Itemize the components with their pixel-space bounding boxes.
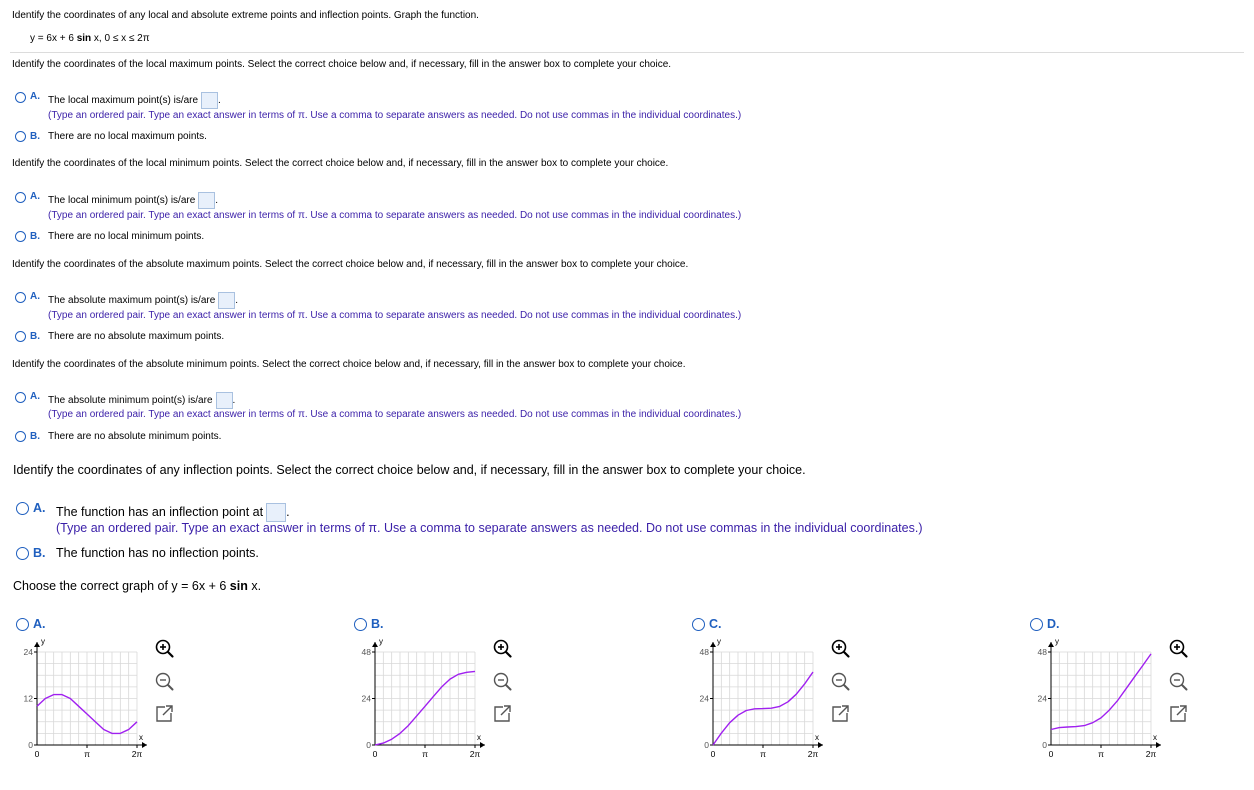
- y-tick-label: 48: [361, 647, 371, 657]
- inflection-option-b-radio[interactable]: [16, 547, 29, 560]
- abs-min-option-a-letter: A.: [30, 391, 40, 402]
- zoom-in-icon[interactable]: [829, 637, 851, 659]
- y-tick-label: 12: [23, 693, 33, 704]
- abs-max-option-b-text: There are no absolute maximum points.: [48, 331, 225, 342]
- y-axis-label: y: [717, 637, 721, 646]
- local-max-option-b-text: There are no local maximum points.: [48, 131, 207, 142]
- zoom-in-icon[interactable]: [1167, 637, 1189, 659]
- graph-option-radio[interactable]: [16, 618, 29, 631]
- chart-grid: [713, 652, 813, 745]
- local-min-prompt: Identify the coordinates of the local minimum points. Select the correct choice below and, if necessary, fill in the answer box to complete your choice.: [12, 158, 669, 169]
- y-tick-label: 0: [28, 740, 33, 750]
- graph-option-letter: C.: [709, 617, 722, 631]
- abs-max-option-a-text: The absolute maximum point(s) is/are: [48, 295, 216, 307]
- zoom-in-icon[interactable]: [153, 637, 175, 659]
- y-axis-arrow: [372, 642, 378, 647]
- y-axis-label: y: [1055, 637, 1059, 646]
- function-expression: [30, 33, 150, 44]
- x-axis-arrow: [142, 742, 147, 748]
- local-min-hint: (Type an ordered pair. Type an exact answer in terms of π. Use a comma to separate answers as needed. Do not use commas in the individual coordinates.): [48, 210, 742, 221]
- header-divider: [10, 52, 1244, 53]
- graph-option-letter: A.: [33, 617, 46, 631]
- x-axis-label: x: [477, 733, 481, 742]
- graph-question-prefix: Choose the correct graph of y = 6x + 6: [13, 579, 230, 593]
- inflection-option-a: The function has an inflection point at .: [56, 503, 290, 522]
- x-axis-arrow: [480, 742, 485, 748]
- local-min-answer-box[interactable]: [198, 192, 215, 209]
- abs-min-option-b-text: There are no absolute minimum points.: [48, 431, 222, 442]
- x-tick-label: 2π: [1145, 749, 1157, 759]
- x-tick-label: 0: [1048, 749, 1054, 759]
- local-max-option-a-text: The local maximum point(s) is/are: [48, 95, 199, 107]
- x-tick-label: 0: [710, 749, 716, 759]
- graph-option-letter: B.: [371, 617, 384, 631]
- function-prefix: y = 6x + 6: [30, 33, 77, 44]
- instruction-text: Identify the coordinates of any local and absolute extreme points and inflection points. Graph the function.: [12, 10, 479, 21]
- zoom-out-icon[interactable]: [491, 670, 513, 692]
- local-max-option-a: The local maximum point(s) is/are .: [48, 92, 221, 109]
- abs-min-prompt: Identify the coordinates of the absolute minimum points. Select the correct choice below and, if necessary, fill in the answer box to complete your choice.: [12, 359, 686, 370]
- y-tick-label: 48: [1037, 647, 1047, 657]
- local-min-option-a-text: The local minimum point(s) is/are: [48, 195, 196, 207]
- inflection-option-a-letter: A.: [33, 501, 46, 515]
- x-axis-label: x: [815, 733, 819, 742]
- abs-max-option-a: The absolute maximum point(s) is/are .: [48, 292, 238, 309]
- graph-option-radio[interactable]: [1030, 618, 1043, 631]
- abs-max-answer-box[interactable]: [218, 292, 235, 309]
- graph-option-letter: D.: [1047, 617, 1060, 631]
- abs-min-option-a: The absolute minimum point(s) is/are .: [48, 392, 235, 409]
- y-tick-label: 0: [704, 740, 709, 750]
- abs-min-option-a-radio[interactable]: [15, 392, 26, 403]
- abs-max-option-b-letter: B.: [30, 331, 40, 342]
- graph-question-sin: sin: [229, 579, 248, 593]
- abs-min-option-b-radio[interactable]: [15, 431, 26, 442]
- x-axis-arrow: [818, 742, 823, 748]
- x-axis-arrow: [1156, 742, 1161, 748]
- y-tick-label: 48: [699, 647, 709, 657]
- inflection-option-a-radio[interactable]: [16, 502, 29, 515]
- inflection-answer-box[interactable]: [266, 503, 286, 522]
- open-window-icon[interactable]: [829, 703, 851, 725]
- abs-min-hint: (Type an ordered pair. Type an exact answer in terms of π. Use a comma to separate answers as needed. Do not use commas in the individual coordinates.): [48, 409, 742, 420]
- x-axis-label: x: [1153, 733, 1157, 742]
- abs-max-option-a-letter: A.: [30, 291, 40, 302]
- local-min-option-b-letter: B.: [30, 231, 40, 242]
- open-window-icon[interactable]: [491, 703, 513, 725]
- abs-min-option-a-text: The absolute minimum point(s) is/are: [48, 395, 213, 407]
- x-tick-label: 2π: [807, 749, 819, 759]
- y-tick-label: 0: [1042, 740, 1047, 750]
- x-tick-label: π: [422, 749, 428, 759]
- y-tick-label: 24: [1037, 693, 1047, 704]
- chart-grid: [37, 652, 137, 745]
- y-tick-label: 0: [366, 740, 371, 750]
- graph-option-radio[interactable]: [354, 618, 367, 631]
- chart-grid: [375, 652, 475, 745]
- chart-grid: [1051, 652, 1151, 745]
- local-max-answer-box[interactable]: [201, 92, 218, 109]
- local-min-option-a: The local minimum point(s) is/are .: [48, 192, 218, 209]
- local-max-option-a-letter: A.: [30, 91, 40, 102]
- y-axis-arrow: [34, 642, 40, 647]
- x-tick-label: π: [84, 749, 90, 759]
- function-suffix: x, 0 ≤ x ≤ 2π: [91, 33, 150, 44]
- zoom-out-icon[interactable]: [1167, 670, 1189, 692]
- abs-min-answer-box[interactable]: [216, 392, 233, 409]
- abs-max-prompt: Identify the coordinates of the absolute maximum points. Select the correct choice below and, if necessary, fill in the answer box to complete your choice.: [12, 259, 689, 270]
- local-max-prompt: Identify the coordinates of the local maximum points. Select the correct choice below and, if necessary, fill in the answer box to complete your choice.: [12, 59, 672, 70]
- open-window-icon[interactable]: [1167, 703, 1189, 725]
- local-min-option-a-radio[interactable]: [15, 192, 26, 203]
- x-tick-label: 0: [34, 749, 40, 759]
- y-tick-label: 24: [23, 647, 33, 657]
- x-tick-label: π: [760, 749, 766, 759]
- x-tick-label: 2π: [469, 749, 481, 759]
- local-max-option-b-letter: B.: [30, 131, 40, 142]
- local-max-hint: (Type an ordered pair. Type an exact answer in terms of π. Use a comma to separate answers as needed. Do not use commas in the individual coordinates.): [48, 110, 742, 121]
- inflection-option-b-letter: B.: [33, 546, 46, 560]
- y-tick-label: 24: [361, 693, 371, 704]
- y-axis-arrow: [710, 642, 716, 647]
- local-min-option-b-radio[interactable]: [15, 231, 26, 242]
- zoom-out-icon[interactable]: [829, 670, 851, 692]
- local-max-option-a-radio[interactable]: [15, 92, 26, 103]
- abs-min-option-b-letter: B.: [30, 431, 40, 442]
- x-axis-label: x: [139, 733, 143, 742]
- local-max-option-b-radio[interactable]: [15, 131, 26, 142]
- y-axis-label: y: [379, 637, 383, 646]
- open-window-icon[interactable]: [153, 703, 175, 725]
- inflection-hint: (Type an ordered pair. Type an exact answer in terms of π. Use a comma to separate answers as needed. Do not use commas in the individual coordinates.): [56, 521, 923, 535]
- y-tick-label: 24: [699, 693, 709, 704]
- inflection-option-b-text: The function has no inflection points.: [56, 546, 259, 560]
- x-tick-label: 2π: [131, 749, 143, 759]
- inflection-option-a-text: The function has an inflection point at: [56, 504, 264, 519]
- local-min-option-b-text: There are no local minimum points.: [48, 231, 205, 242]
- abs-max-option-a-radio[interactable]: [15, 292, 26, 303]
- graph-option-radio[interactable]: [692, 618, 705, 631]
- y-axis-arrow: [1048, 642, 1054, 647]
- abs-max-option-b-radio[interactable]: [15, 331, 26, 342]
- x-tick-label: π: [1098, 749, 1104, 759]
- function-sin: sin: [76, 33, 92, 44]
- x-tick-label: 0: [372, 749, 378, 759]
- zoom-out-icon[interactable]: [153, 670, 175, 692]
- graph-question-suffix: x.: [247, 579, 262, 593]
- abs-max-hint: (Type an ordered pair. Type an exact answer in terms of π. Use a comma to separate answers as needed. Do not use commas in the individual coordinates.): [48, 310, 742, 321]
- y-axis-label: y: [41, 637, 45, 646]
- zoom-in-icon[interactable]: [491, 637, 513, 659]
- graph-question: [13, 579, 261, 593]
- inflection-prompt: Identify the coordinates of any inflection points. Select the correct choice below and, if necessary, fill in the answer box to complete your choice.: [13, 463, 806, 477]
- local-min-option-a-letter: A.: [30, 191, 40, 202]
